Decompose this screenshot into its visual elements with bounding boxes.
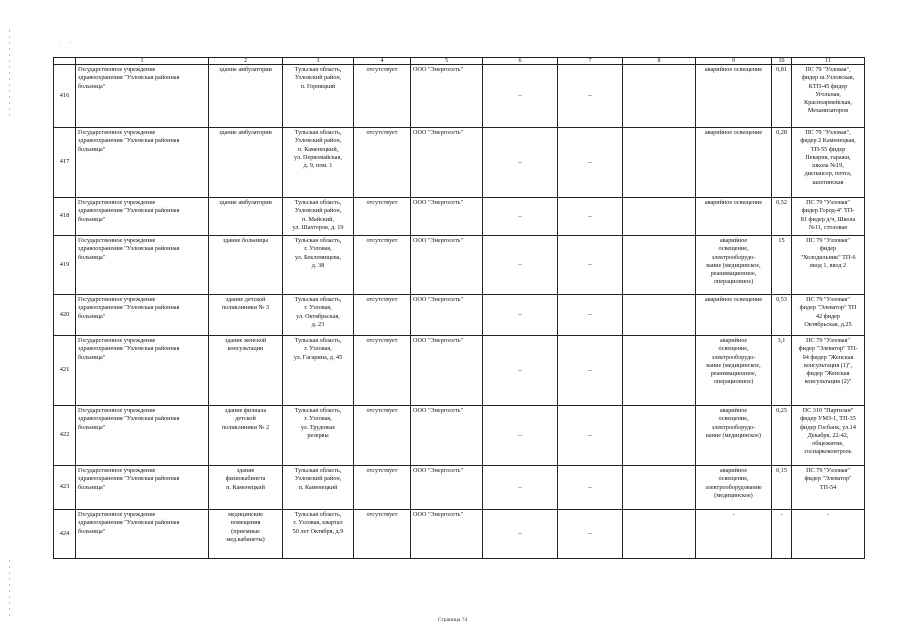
- column-7-cell-text: –: [588, 482, 592, 491]
- feeder-cell-text: ПС 79 "Узловая" фидер "Элеватор" ТП- 94 фидер "Женская консультация (1)", фидер "Женская консультация (2)": [798, 337, 858, 386]
- margin-mark: [9, 560, 10, 620]
- row-number-text: 418: [59, 212, 70, 220]
- column-7-cell: [558, 295, 623, 336]
- power-cell: [772, 128, 792, 198]
- feeder-cell-text: ПС 79 "Узловая", фидер 2 Каменецкая, ТП-55 фидер Пекарня, гаражи, школа №19, диспансер, почта, шахтинская: [800, 129, 856, 186]
- column-7-cell-text: –: [588, 157, 592, 166]
- col-number: 5: [411, 58, 483, 65]
- power-cell-text: -: [780, 511, 783, 518]
- supplier-cell-text: ООО "Энергосеть": [413, 337, 463, 344]
- object-cell-text: здание больницы: [222, 237, 269, 244]
- column-6-cell-text: –: [518, 310, 522, 319]
- object-cell: [209, 128, 283, 198]
- column-6-cell: [483, 406, 558, 466]
- organization-cell-text: Государственное учреждение здравоохранения "Узловская районная больница": [78, 296, 180, 320]
- organization-cell-text: Государственное учреждение здравоохранения "Узловская районная больница": [78, 129, 180, 153]
- consumer-type-cell: [696, 65, 772, 128]
- consumer-type-cell-text: аварийное освещение, электрооборудование (медицинское): [705, 467, 762, 499]
- object-cell-text: здание детской поликлиники № 3: [221, 296, 270, 312]
- column-6-cell-text: –: [518, 529, 522, 538]
- supplier-cell-text: ООО "Энергосеть": [413, 296, 463, 303]
- organization-cell: [76, 510, 209, 559]
- object-cell: [209, 466, 283, 510]
- organization-cell: [76, 295, 209, 336]
- address-cell: [283, 406, 354, 466]
- column-7-cell-text: –: [588, 365, 592, 374]
- connection-cell-text: отсутствует: [366, 66, 398, 73]
- row-number: [54, 406, 76, 466]
- column-6-cell: [483, 336, 558, 406]
- connection-cell-text: отсутствует: [366, 129, 398, 136]
- row-number-text: 422: [59, 431, 70, 439]
- address-cell: [283, 236, 354, 295]
- column-6-cell-text: –: [518, 260, 522, 269]
- connection-cell: [354, 295, 411, 336]
- object-cell-text: здание амбулатории: [219, 199, 272, 206]
- organization-cell: [76, 65, 209, 128]
- supplier-cell: [411, 336, 483, 406]
- feeder-cell: [792, 336, 865, 406]
- feeder-cell: [792, 510, 865, 559]
- address-cell: [283, 65, 354, 128]
- column-7-cell-text: –: [588, 211, 592, 220]
- column-8-cell: [623, 295, 696, 336]
- address-cell-text: Тульская область, Узловский район, п. Каменецкий: [294, 467, 342, 491]
- page-footer: Страница 74: [437, 617, 468, 623]
- feeder-cell-text: ПС 79 "Узловая", фидер ш.Узловская, КТП-45 фидер Угольная, Красноармейская, Механизаторов: [801, 66, 855, 115]
- table-row: [54, 236, 865, 295]
- consumer-type-cell-text: -: [732, 511, 735, 518]
- supplier-cell: [411, 128, 483, 198]
- supplier-cell: [411, 65, 483, 128]
- margin-mark: [9, 30, 10, 120]
- column-7-cell-text: –: [588, 91, 592, 100]
- feeder-cell: [792, 466, 865, 510]
- row-number: [54, 128, 76, 198]
- organization-cell-text: Государственное учреждение здравоохранения "Узловская районная больница": [78, 237, 180, 261]
- address-cell-text: Тульская область, г. Узловая, ул. Гагарина, д. 45: [293, 337, 343, 361]
- object-cell: [209, 65, 283, 128]
- column-8-cell: [623, 406, 696, 466]
- column-6-cell: [483, 466, 558, 510]
- column-6-cell: [483, 65, 558, 128]
- column-7-cell-text: –: [588, 529, 592, 538]
- consumer-type-cell: [696, 128, 772, 198]
- column-7-cell: [558, 510, 623, 559]
- column-6-cell-text: –: [518, 365, 522, 374]
- row-number-text: 423: [59, 483, 70, 491]
- power-cell-text: 0,53: [776, 296, 787, 303]
- column-6-cell: [483, 510, 558, 559]
- organization-cell-text: Государственное учреждение здравоохранения "Узловская районная больница": [78, 199, 180, 223]
- connection-cell-text: отсутствует: [366, 296, 398, 303]
- organization-cell-text: Государственное учреждение здравоохранения "Узловская районная больница": [78, 66, 180, 90]
- column-6-cell-text: –: [518, 430, 522, 439]
- connection-cell-text: отсутствует: [366, 407, 398, 414]
- row-number: [54, 198, 76, 236]
- address-cell: [283, 466, 354, 510]
- col-number: 6: [483, 58, 558, 65]
- col-number: 11: [792, 58, 865, 65]
- object-cell-text: медицинские помещения (приемные мед.кабинеты): [226, 511, 265, 543]
- power-cell-text: 15: [778, 237, 785, 244]
- consumer-type-cell-text: аварийное освещение, электрооборудо- вание (медицинское, реанимационное, операционное): [706, 337, 761, 386]
- supplier-cell-text: ООО "Энергосеть": [413, 199, 463, 206]
- supplier-cell-text: ООО "Энергосеть": [413, 129, 463, 136]
- connection-cell-text: отсутствует: [366, 237, 398, 244]
- organization-cell-text: Государственное учреждение здравоохранения "Узловская районная больница": [78, 511, 180, 535]
- table-row: [54, 198, 865, 236]
- address-cell: [283, 198, 354, 236]
- feeder-cell: [792, 198, 865, 236]
- organization-cell: [76, 128, 209, 198]
- address-cell: [283, 510, 354, 559]
- feeder-cell-text: ПС 79 "Узловая" фидер Город-4" ТП- 81 фидер д/ч, Школа №11, столовая: [800, 199, 856, 231]
- table-row: [54, 295, 865, 336]
- power-cell-text: 0,15: [776, 467, 787, 474]
- consumer-type-cell: [696, 236, 772, 295]
- feeder-cell: [792, 406, 865, 466]
- column-8-cell: [623, 466, 696, 510]
- address-cell: [283, 295, 354, 336]
- supplier-cell: [411, 510, 483, 559]
- object-cell-text: здание амбулатории: [219, 129, 272, 136]
- column-8-cell: [623, 65, 696, 128]
- object-cell-text: здание физиокабинета п. Каменецкий: [225, 467, 266, 491]
- supplier-cell: [411, 236, 483, 295]
- connection-cell: [354, 236, 411, 295]
- feeder-cell-text: ПС 79 "Узловая" фидер "Холодильник" ТП-6 ввод 1, ввод 2: [800, 237, 856, 269]
- connection-cell-text: отсутствует: [366, 337, 398, 344]
- address-cell-text: Тульская область, г. Узловая, ул. Трудовые резервы: [294, 407, 342, 439]
- consumer-type-cell: [696, 336, 772, 406]
- object-cell-text: здание женской консультации: [224, 337, 267, 353]
- power-cell-text: 0,28: [776, 129, 787, 136]
- table-row: [54, 336, 865, 406]
- col-number: 4: [354, 58, 411, 65]
- col-number: 9: [696, 58, 772, 65]
- column-7-cell: [558, 336, 623, 406]
- column-7-cell: [558, 128, 623, 198]
- feeder-cell-text: ПС 79 "Узловая" фидер "Элеватор" ТП 42 фидер Октябрьская, д.25: [799, 296, 857, 328]
- table-row: [54, 128, 865, 198]
- consumer-type-cell-text: аварийное освещение: [704, 296, 763, 303]
- col-number: 7: [558, 58, 623, 65]
- table-row: [54, 510, 865, 559]
- organization-cell: [76, 336, 209, 406]
- row-number-text: 421: [59, 366, 70, 374]
- column-6-cell-text: –: [518, 482, 522, 491]
- address-cell-text: Тульская область, Узловский район, п. Горняцкий: [294, 66, 342, 90]
- row-number: [54, 510, 76, 559]
- supplier-cell-text: ООО "Энергосеть": [413, 237, 463, 244]
- consumer-type-cell-text: аварийное освещение: [704, 66, 763, 73]
- address-cell: [283, 128, 354, 198]
- object-cell-text: здание амбулатории: [219, 66, 272, 73]
- row-number-text: 420: [59, 310, 70, 318]
- power-cell: [772, 510, 792, 559]
- column-6-cell: [483, 295, 558, 336]
- supplier-cell-text: ООО "Энергосеть": [413, 407, 463, 414]
- column-7-cell: [558, 65, 623, 128]
- object-cell: [209, 336, 283, 406]
- supplier-cell: [411, 295, 483, 336]
- column-6-cell-text: –: [518, 157, 522, 166]
- row-number: [54, 336, 76, 406]
- power-cell-text: 0,25: [776, 407, 787, 414]
- connection-cell-text: отсутствует: [366, 199, 398, 206]
- object-cell: [209, 295, 283, 336]
- power-cell: [772, 65, 792, 128]
- row-number: [54, 65, 76, 128]
- organization-cell: [76, 466, 209, 510]
- feeder-cell-text: ПС 79 "Узловая" фидер "Элеватор" ТП-54: [804, 467, 852, 491]
- organization-cell-text: Государственное учреждение здравоохранения "Узловская районная больница": [78, 467, 180, 491]
- feeder-cell: [792, 128, 865, 198]
- supplier-cell: [411, 198, 483, 236]
- column-number-row: [54, 58, 865, 65]
- column-6-cell-text: –: [518, 91, 522, 100]
- column-7-cell: [558, 406, 623, 466]
- object-cell: [209, 198, 283, 236]
- address-cell-text: Тульская область, г. Узловая, ул. Беклемищева, д. 38: [294, 237, 342, 269]
- connection-cell-text: отсутствует: [366, 467, 398, 474]
- power-cell: [772, 198, 792, 236]
- connection-cell: [354, 128, 411, 198]
- column-7-cell: [558, 236, 623, 295]
- supplier-cell: [411, 466, 483, 510]
- column-8-cell: [623, 128, 696, 198]
- supplier-cell: [411, 406, 483, 466]
- column-7-cell: [558, 466, 623, 510]
- consumer-type-cell: [696, 295, 772, 336]
- column-6-cell: [483, 236, 558, 295]
- column-7-cell-text: –: [588, 430, 592, 439]
- connection-cell: [354, 406, 411, 466]
- row-number-text: 417: [59, 158, 70, 166]
- power-cell-text: 0,81: [776, 66, 787, 73]
- connection-cell: [354, 65, 411, 128]
- address-cell-text: Тульская область, Узловский район, п. Майский, ул. Шахтеров, д. 19: [292, 199, 344, 231]
- feeder-cell-text: ПС 310 "Партизан" фидер УМЗ-1, ТП-35 фидер Госбанк, ул.14 Декабря, 22-42, общежитие, госнаркоконтроль: [800, 407, 856, 456]
- col-number: 2: [209, 58, 283, 65]
- organization-cell: [76, 236, 209, 295]
- object-cell: [209, 236, 283, 295]
- row-number: [54, 236, 76, 295]
- connection-cell: [354, 466, 411, 510]
- row-number: [54, 295, 76, 336]
- consumer-type-cell-text: аварийное освещение, электрооборудо- вание (медицинское): [706, 407, 761, 439]
- feeder-cell: [792, 65, 865, 128]
- row-number: [54, 466, 76, 510]
- consumer-type-cell: [696, 198, 772, 236]
- connection-cell: [354, 510, 411, 559]
- column-8-cell: [623, 510, 696, 559]
- table-row: [54, 466, 865, 510]
- consumer-type-cell: [696, 406, 772, 466]
- object-cell: [209, 406, 283, 466]
- column-6-cell: [483, 128, 558, 198]
- column-8-cell: [623, 198, 696, 236]
- column-7-cell-text: –: [588, 310, 592, 319]
- row-number-text: 416: [59, 91, 70, 99]
- organization-cell: [76, 406, 209, 466]
- power-cell-text: 0,52: [776, 199, 787, 206]
- address-cell: [283, 336, 354, 406]
- address-cell-text: Тульская область, г. Узловая, квартал 50 лет Октября, д.9: [292, 511, 344, 535]
- connection-cell-text: отсутствует: [366, 511, 398, 518]
- column-6-cell: [483, 198, 558, 236]
- register-table: [53, 57, 865, 559]
- row-number-text: 419: [59, 260, 70, 268]
- consumer-type-cell-text: аварийное освещение: [704, 129, 763, 136]
- power-cell: [772, 406, 792, 466]
- col-number: 10: [772, 58, 792, 65]
- object-cell: [209, 510, 283, 559]
- column-7-cell-text: –: [588, 260, 592, 269]
- col-number: 1: [76, 58, 209, 65]
- col-number: 8: [623, 58, 696, 65]
- connection-cell: [354, 336, 411, 406]
- consumer-type-cell-text: аварийное освещение, электрооборудо- вание (медицинское, реанимационное, операционное): [706, 237, 761, 286]
- consumer-type-cell: [696, 510, 772, 559]
- feeder-cell: [792, 295, 865, 336]
- column-8-cell: [623, 236, 696, 295]
- column-8-cell: [623, 336, 696, 406]
- col-number: 3: [283, 58, 354, 65]
- address-cell-text: Тульская область, Узловский район, п. Каменецкий, ул. Первомайская, д. 9, пом. 1: [294, 129, 342, 169]
- column-6-cell-text: –: [518, 211, 522, 220]
- supplier-cell-text: ООО "Энергосеть": [413, 467, 463, 474]
- corner-cell: [54, 58, 76, 65]
- supplier-cell-text: ООО "Энергосеть": [413, 511, 463, 518]
- supplier-cell-text: ООО "Энергосеть": [413, 66, 463, 73]
- power-cell-text: 3,1: [777, 337, 786, 344]
- organization-cell: [76, 198, 209, 236]
- power-cell: [772, 236, 792, 295]
- organization-cell-text: Государственное учреждение здравоохранения "Узловская районная больница": [78, 407, 180, 431]
- table-row: [54, 406, 865, 466]
- object-cell-text: здание филиала детской поликлиники № 2: [221, 407, 270, 431]
- power-cell: [772, 336, 792, 406]
- connection-cell: [354, 198, 411, 236]
- feeder-cell: [792, 236, 865, 295]
- address-cell-text: Тульская область, г. Узловая, ул. Октябрьская, д. 23: [294, 296, 342, 328]
- consumer-type-cell: [696, 466, 772, 510]
- row-number-text: 424: [59, 529, 70, 537]
- consumer-type-cell-text: аварийное освещение: [704, 199, 763, 206]
- table-row: [54, 65, 865, 128]
- scan-specks: · ·: [60, 40, 75, 46]
- feeder-cell-text: -: [826, 511, 830, 518]
- power-cell: [772, 295, 792, 336]
- column-7-cell: [558, 198, 623, 236]
- power-cell: [772, 466, 792, 510]
- organization-cell-text: Государственное учреждение здравоохранения "Узловская районная больница": [78, 337, 180, 361]
